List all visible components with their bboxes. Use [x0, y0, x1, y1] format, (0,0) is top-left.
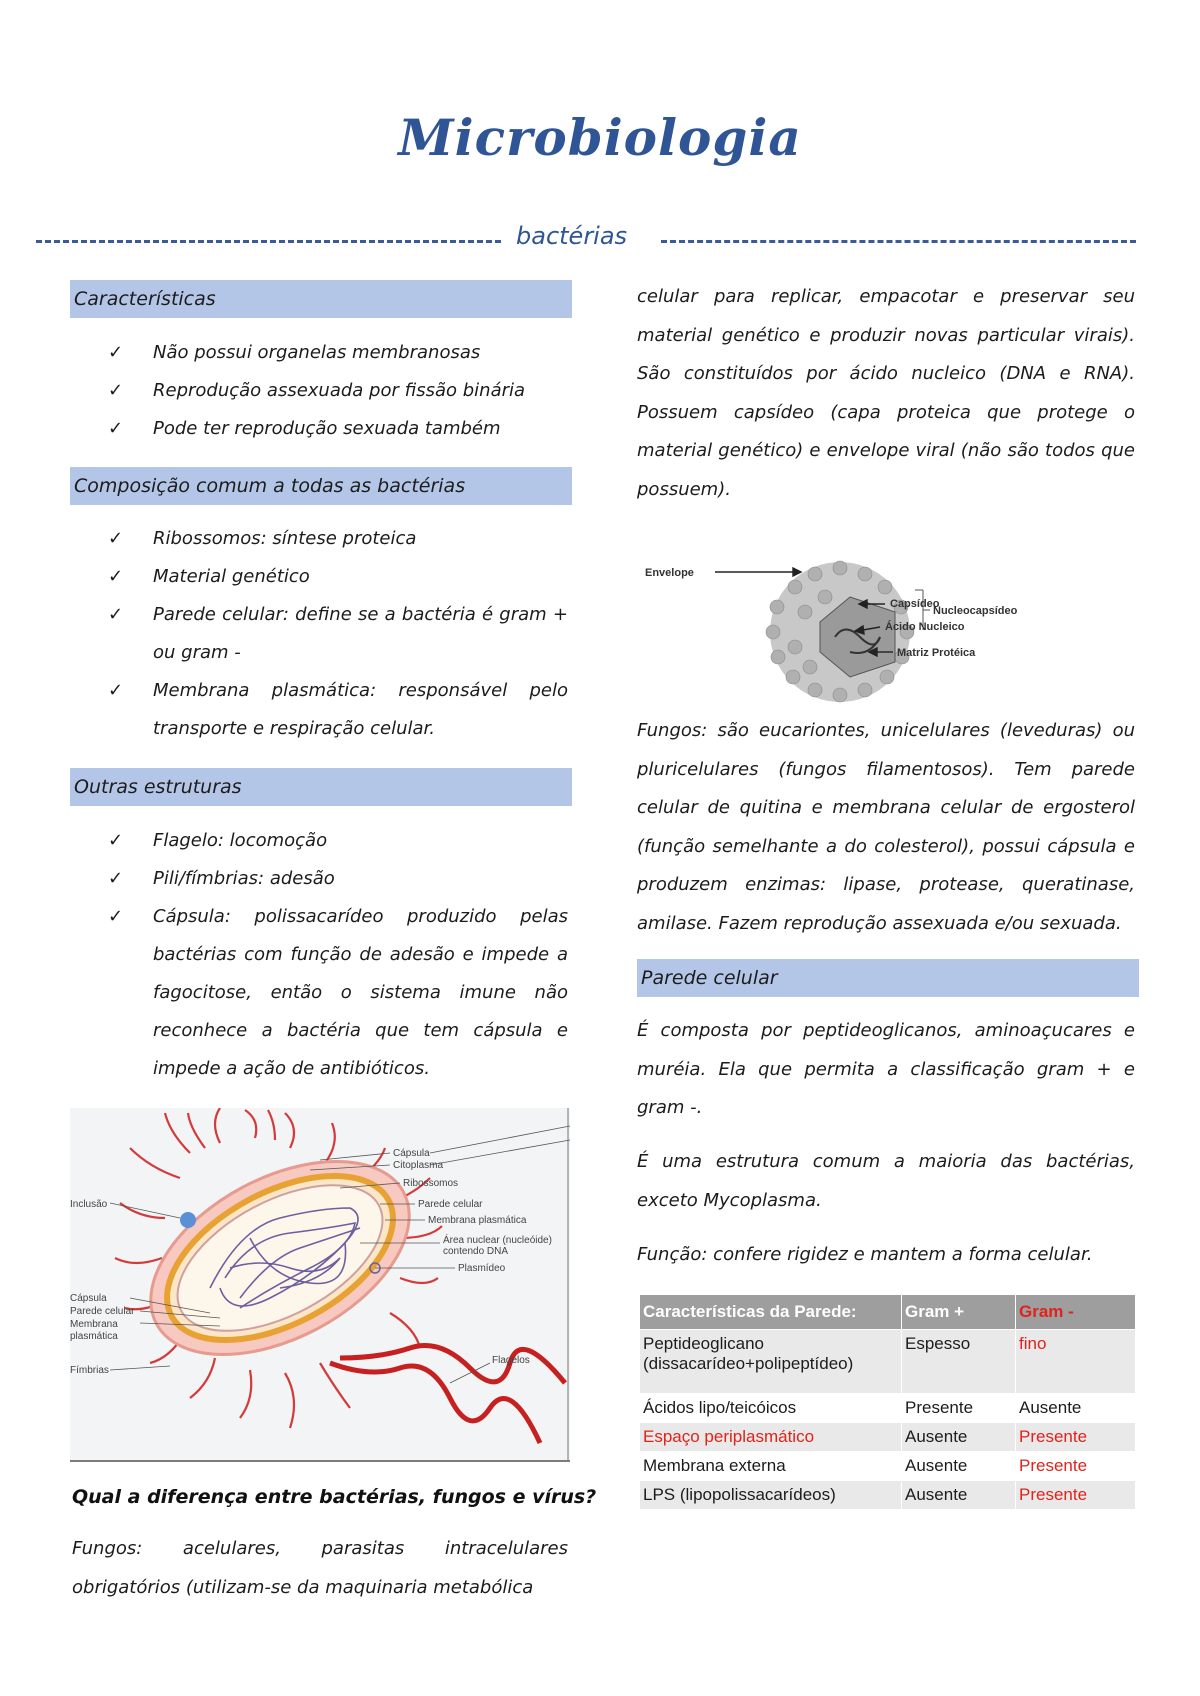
label-membrana: Membrana plasmática — [428, 1215, 527, 1226]
check-icon: ✓ — [108, 342, 124, 363]
list-item-text: Parede celular: define se a bactéria é gram + ou gram - — [153, 604, 568, 663]
question-paragraph: Fungos: acelulares, parasitas intracelulares obrigatórios (utilizam-se da maquinaria metabólica — [72, 1538, 568, 1598]
table-cell: Presente — [1016, 1481, 1136, 1510]
table-cell: Ausente — [1016, 1394, 1136, 1423]
heading-outras: Outras estruturas — [70, 768, 572, 806]
label-inclusao: Inclusão — [70, 1199, 108, 1210]
heading-caracteristicas: Características — [70, 280, 572, 318]
table-header-cell: Gram - — [1016, 1295, 1136, 1330]
list-item — [108, 558, 568, 596]
list-outras — [108, 822, 568, 1088]
table-cell: Ácidos lipo/teicóicos — [640, 1394, 902, 1423]
label-parede: Parede celular — [418, 1199, 483, 1210]
label-envelope: Envelope — [645, 567, 694, 579]
table-cell: Presente — [1016, 1452, 1136, 1481]
list-item-text: Flagelo: locomoção — [153, 830, 328, 851]
list-item — [108, 520, 568, 558]
list-item — [108, 822, 568, 860]
list-item-text: Pode ter reprodução sexuada também — [153, 418, 501, 439]
list-item — [108, 410, 568, 448]
table-header-cell: Gram + — [902, 1295, 1016, 1330]
check-icon: ✓ — [108, 566, 124, 587]
label-capsideo: Capsídeo — [890, 598, 940, 610]
table-row — [640, 1423, 1135, 1452]
label-acido: Ácido Nucleico — [885, 621, 965, 633]
list-item — [108, 334, 568, 372]
bacteria-diagram — [70, 1108, 570, 1462]
heading-parede: Parede celular — [637, 959, 1139, 997]
check-icon: ✓ — [108, 868, 124, 889]
table-row — [640, 1452, 1135, 1481]
table-row — [640, 1394, 1135, 1423]
section-divider — [36, 222, 1136, 262]
paragraph-parede-1: É composta por peptideoglicanos, aminoaçucares e muréia. Ela que permita a classificação gram + e gram -. — [637, 1020, 1135, 1118]
list-item-text: Material genético — [153, 566, 310, 587]
table-cell: fino — [1016, 1330, 1136, 1394]
heading-composicao: Composição comum a todas as bactérias — [70, 467, 572, 505]
table-row — [640, 1330, 1135, 1394]
table-header-cell: Características da Parede: — [640, 1295, 902, 1330]
parede-table — [640, 1295, 1135, 1509]
check-icon: ✓ — [108, 528, 124, 549]
section-label: bactérias — [516, 222, 628, 250]
label-membrana2a: Membrana — [70, 1319, 118, 1330]
divider-dash-left — [36, 240, 501, 243]
label-membrana2b: plasmática — [70, 1331, 118, 1342]
table-cell: Presente — [1016, 1423, 1136, 1452]
table-cell: Ausente — [902, 1452, 1016, 1481]
check-icon: ✓ — [108, 604, 124, 625]
check-icon: ✓ — [108, 380, 124, 401]
table-cell: Peptideoglicano (dissacarídeo+polipeptídeo) — [640, 1330, 902, 1394]
list-composicao — [108, 520, 568, 748]
list-item-text: Não possui organelas membranosas — [153, 342, 481, 363]
list-item — [108, 596, 568, 672]
list-item-text: Pili/fímbrias: adesão — [153, 868, 335, 889]
paragraph-virus: celular para replicar, empacotar e preservar seu material genético e produzir novas particular virais). São constituídos por ácido nucleico (DNA e RNA). Possuem capsídeo (capa proteica que protege o material genético) e envelope viral (não são todos que possuem). — [637, 286, 1135, 500]
label-parede2: Parede celular — [70, 1306, 135, 1317]
paragraph-parede-3: Função: confere rigidez e mantem a forma celular. — [637, 1244, 1093, 1265]
label-matriz: Matriz Protéica — [897, 647, 976, 659]
label-capsula: Cápsula — [393, 1148, 430, 1159]
label-fimbrias: Fímbrias — [70, 1365, 109, 1376]
label-citoplasma: Citoplasma — [393, 1160, 444, 1171]
table-cell: Espesso — [902, 1330, 1016, 1394]
table-cell: Membrana externa — [640, 1452, 902, 1481]
table-cell: Ausente — [902, 1481, 1016, 1510]
label-ribossomos: Ribossomos — [403, 1178, 459, 1189]
label-capsula2: Cápsula — [70, 1293, 107, 1304]
list-item-text: Cápsula: polissacarídeo produzido pelas bactérias com função de adesão e impede a fagocitose, então o sistema imune não reconhece a bactéria que tem cápsula e impede a ação de antibióticos. — [153, 906, 568, 1079]
table-cell: LPS (lipopolissacarídeos) — [640, 1481, 902, 1510]
table-header-row — [640, 1295, 1135, 1330]
table-cell: Espaço periplasmático — [640, 1423, 902, 1452]
list-item-text: Reprodução assexuada por fissão binária — [153, 380, 526, 401]
page-title: Microbiologia — [398, 108, 802, 167]
list-item — [108, 860, 568, 898]
check-icon: ✓ — [108, 906, 124, 927]
label-plasmideo: Plasmídeo — [458, 1263, 506, 1274]
divider-dash-right — [661, 240, 1136, 243]
list-item — [108, 898, 568, 1088]
paragraph-parede-2: É uma estrutura comum a maioria das bactérias, exceto Mycoplasma. — [637, 1151, 1135, 1211]
label-nucleocapsideo: Nucleocapsídeo — [933, 605, 1018, 617]
label-flagelos: Flagelos — [492, 1355, 530, 1366]
virus-diagram — [645, 552, 1085, 704]
paragraph-fungos: Fungos: são eucariontes, unicelulares (leveduras) ou pluricelulares (fungos filamentosos). Tem parede celular de quitina e membrana celular de ergosterol (função semelhante a do colesterol), possui cápsula e produzem enzimas: lipase, protease, queratinase, amilase. Fazem reprodução assexuada e/ou sexuada. — [637, 720, 1135, 934]
list-item — [108, 672, 568, 748]
table-cell: Presente — [902, 1394, 1016, 1423]
list-item — [108, 372, 568, 410]
question-heading: Qual a diferença entre bactérias, fungos e vírus? — [72, 1486, 597, 1508]
list-caracteristicas — [108, 334, 568, 448]
label-nuclear2: contendo DNA — [443, 1246, 509, 1257]
check-icon: ✓ — [108, 830, 124, 851]
inclusao-dot — [180, 1212, 196, 1228]
table-cell: Ausente — [902, 1423, 1016, 1452]
check-icon: ✓ — [108, 680, 124, 701]
check-icon: ✓ — [108, 418, 124, 439]
label-nuclear1: Área nuclear (nucleóide) — [443, 1235, 552, 1246]
list-item-text: Membrana plasmática: responsável pelo transporte e respiração celular. — [153, 680, 568, 739]
table-row — [640, 1481, 1135, 1510]
list-item-text: Ribossomos: síntese proteica — [153, 528, 417, 549]
